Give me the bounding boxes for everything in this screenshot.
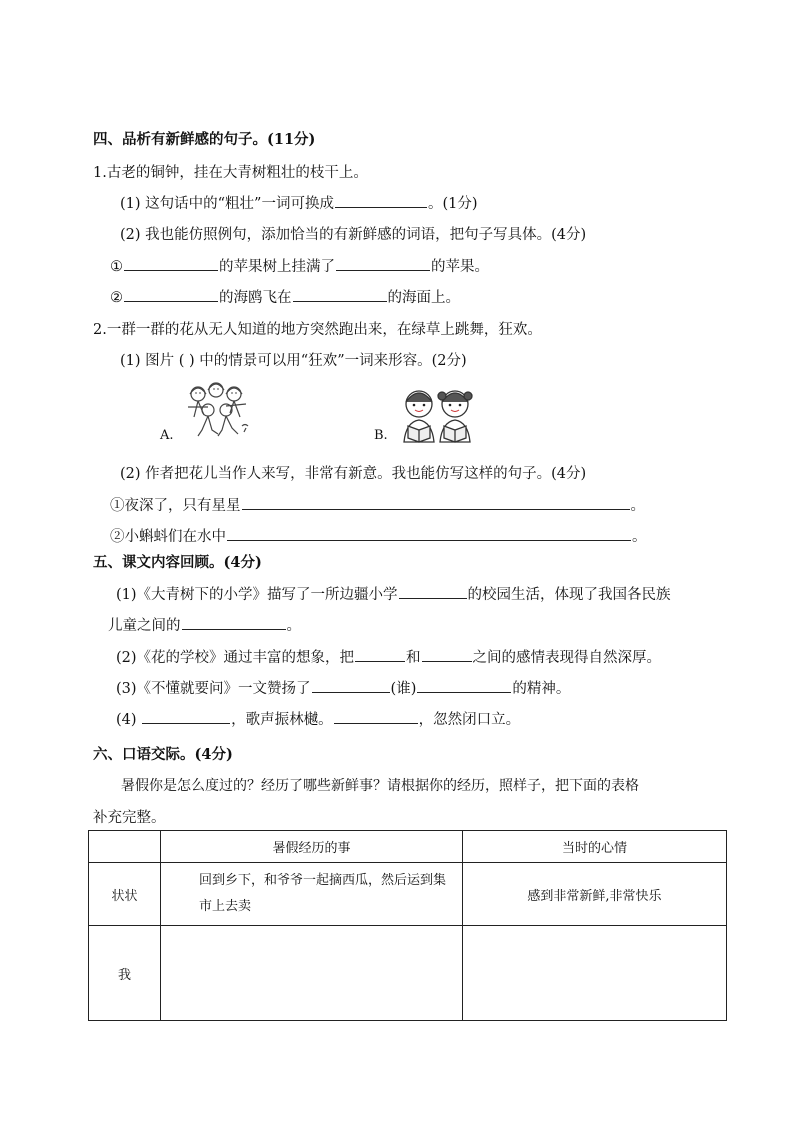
answer-blank[interactable] — [422, 647, 472, 663]
item-text: 的海面上。 — [387, 290, 460, 306]
item-text: 的苹果树上挂满了 — [219, 259, 335, 275]
q1-sub1 — [120, 192, 478, 213]
s5-text: 的精神。 — [512, 681, 571, 697]
answer-blank[interactable] — [293, 287, 387, 303]
table-cell-mood: 感到非常新鲜,非常快乐 — [463, 863, 727, 926]
answer-blank[interactable] — [312, 678, 390, 694]
q2-sub1: (1) 图片 ( ) 中的情景可以用“狂欢”一词来形容。(2分) — [120, 353, 467, 369]
s5-text: 之间的感情表现得自然深厚。 — [472, 650, 662, 666]
table-header-cell: 暑假经历的事 — [161, 831, 463, 863]
q2-sub2: (2) 作者把花儿当作人来写，非常有新意。我也能仿写这样的句子。(4分) — [120, 466, 587, 482]
table-row — [89, 926, 727, 1021]
s5-text: (3)《不懂就要问》一文赞扬了 — [116, 681, 311, 697]
s5-line1-cont — [108, 614, 301, 635]
answer-blank[interactable] — [355, 647, 405, 663]
q1-item1 — [110, 255, 489, 276]
item-number: ① — [110, 259, 123, 275]
s5-text: 。 — [286, 618, 301, 634]
q2-sentence: 2.一群一群的花从无人知道的地方突然跑出来，在绿草上跳舞，狂欢。 — [93, 322, 542, 338]
s5-text: ，歌声振林樾。 — [231, 712, 333, 728]
item-end: 。 — [632, 529, 647, 545]
item-text: 的海鸥飞在 — [219, 290, 292, 306]
s5-text: (2)《花的学校》通过丰富的想象，把 — [116, 650, 355, 666]
q1-sub1-text: (1) 这句话中的“粗壮”一词可换成 — [120, 196, 334, 212]
s5-line2 — [116, 646, 661, 667]
table-cell-event-input[interactable] — [161, 926, 463, 1021]
answer-blank[interactable] — [142, 709, 230, 725]
table-row — [89, 863, 727, 926]
reading-children-picture — [400, 386, 476, 444]
s5-text: (4) — [116, 712, 137, 728]
q1-sub1-end: 。(1分) — [427, 196, 478, 212]
answer-blank[interactable] — [334, 709, 418, 725]
table-header-row — [89, 831, 727, 863]
s5-line1 — [116, 583, 671, 604]
section6-heading: 六、口语交际。(4分) — [93, 746, 233, 763]
table-cell-event: 回到乡下，和爷爷一起摘西瓜，然后运到集市上去卖 — [161, 863, 463, 926]
answer-blank[interactable] — [242, 495, 630, 511]
table-cell-name: 状状 — [89, 863, 161, 926]
answer-blank[interactable] — [124, 287, 218, 303]
s5-text: 和 — [406, 650, 421, 666]
s5-line3 — [116, 677, 570, 698]
answer-blank[interactable] — [335, 193, 427, 209]
table-cell-mood-input[interactable] — [463, 926, 727, 1021]
table-header-cell: 当时的心情 — [463, 831, 727, 863]
option-b-label: B. — [374, 428, 388, 443]
s5-text: 儿童之间的 — [108, 618, 181, 634]
s5-text: 的校园生活，体现了我国各民族 — [467, 587, 671, 603]
answer-blank[interactable] — [124, 256, 218, 272]
s5-text: (1)《大青树下的小学》描写了一所边疆小学 — [116, 587, 398, 603]
q1-sentence: 1.古老的铜钟，挂在大青树粗壮的枝干上。 — [93, 165, 368, 181]
section5-heading: 五、课文内容回顾。(4分) — [93, 554, 262, 571]
item-text: ②小蝌蚪们在水中 — [110, 529, 226, 545]
dancing-children-picture — [186, 380, 252, 440]
answer-blank[interactable] — [227, 526, 631, 542]
answer-blank[interactable] — [417, 678, 511, 694]
section6-intro-cont: 补充完整。 — [93, 810, 166, 826]
q1-item2 — [110, 286, 460, 307]
answer-blank[interactable] — [336, 256, 430, 272]
answer-blank[interactable] — [399, 584, 467, 600]
item-number: ② — [110, 290, 123, 306]
table-cell-name: 我 — [89, 926, 161, 1021]
q1-sub2: (2) 我也能仿照例句，添加恰当的有新鲜感的词语，把句子写具体。(4分) — [120, 227, 587, 243]
s5-text: (谁) — [390, 681, 417, 697]
section6-intro: 暑假你是怎么度过的？经历了哪些新鲜事？请根据你的经历，照样子，把下面的表格 — [121, 778, 639, 794]
answer-blank[interactable] — [182, 615, 286, 631]
item-text: ①夜深了，只有星星 — [110, 498, 241, 514]
q2-item1 — [110, 494, 645, 515]
experience-table — [88, 830, 727, 1021]
item-text: 的苹果。 — [431, 259, 489, 275]
s5-text: ，忽然闭口立。 — [418, 712, 521, 728]
section4-heading: 四、品析有新鲜感的句子。(11分) — [93, 131, 316, 148]
option-a-label: A. — [160, 428, 174, 443]
item-end: 。 — [630, 498, 645, 514]
q2-item2 — [110, 525, 647, 546]
table-header-cell — [89, 831, 161, 863]
s5-line4 — [116, 708, 520, 729]
